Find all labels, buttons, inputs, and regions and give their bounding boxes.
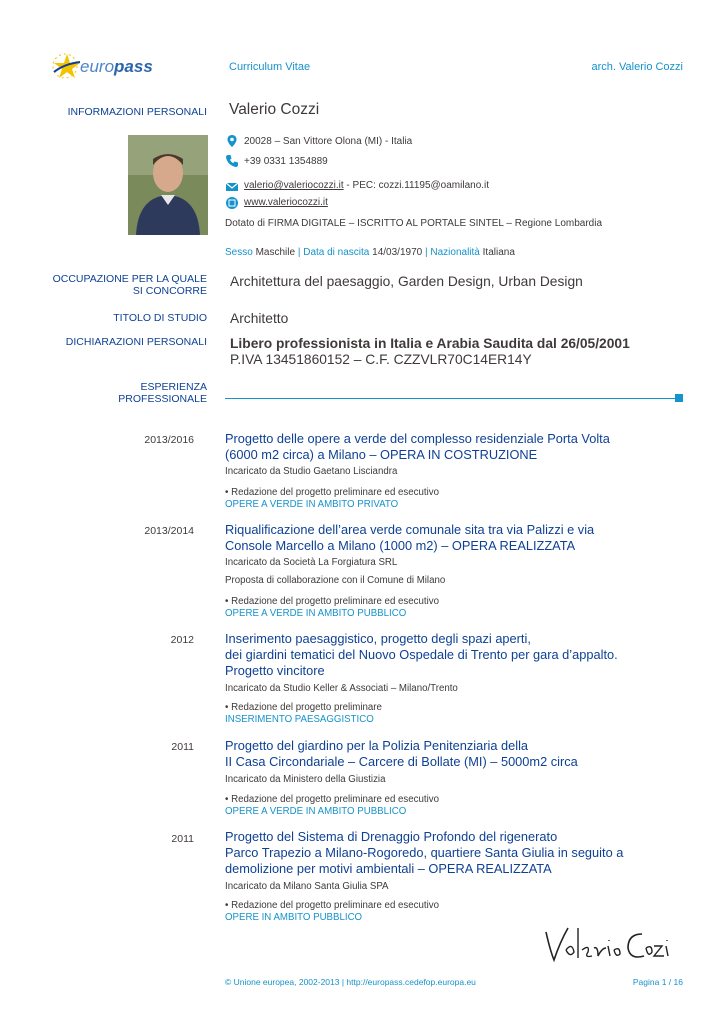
- person-name: Valerio Cozzi: [229, 101, 320, 118]
- sex-value: Maschile: [255, 247, 296, 258]
- entry-title-line: II Casa Circondariale – Carcere di Bollate (MI) – 5000m2 circa: [225, 754, 578, 769]
- europass-star-icon: [50, 50, 84, 82]
- separator: |: [297, 247, 301, 258]
- website-line: [244, 197, 328, 208]
- footer-page: Pagina 1 / 16: [632, 977, 683, 987]
- website-icon: [225, 196, 239, 210]
- experience-label: [118, 381, 207, 405]
- entry-title: [225, 431, 610, 463]
- entry-client: Incaricato da Ministero della Giustizia: [225, 774, 386, 785]
- entry-title: [225, 631, 618, 679]
- entry-date: 2013/2014: [144, 525, 194, 537]
- personal-details-line: [225, 247, 515, 258]
- entry-client: Incaricato da Studio Gaetano Lisciandra: [225, 466, 398, 477]
- separator: |: [425, 247, 428, 258]
- header-author: arch. Valerio Cozzi: [591, 61, 683, 73]
- logo-text-bold: pass: [114, 57, 153, 76]
- digital-signature-note: Dotato di FIRMA DIGITALE – ISCRITTO AL PORTALE SINTEL – Regione Lombardia: [225, 218, 603, 229]
- pec-text: - PEC: cozzi.11195@oamilano.it: [343, 180, 490, 191]
- nationality-value: Italiana: [482, 247, 515, 258]
- occupation-label: [53, 273, 207, 297]
- location-pin-icon: [225, 134, 239, 148]
- declarations-line2: P.IVA 13451860152 – C.F. CZZVLR70C14ER14Y: [230, 352, 532, 367]
- entry-title-line: Parco Trapezio a Milano-Rogoredo, quartiere Santa Giulia in seguito a: [225, 845, 624, 860]
- entry-title-line: demolizione per motivi ambientali – OPERA REALIZZATA: [225, 861, 552, 876]
- personal-info-label: INFORMAZIONI PERSONALI: [67, 106, 207, 118]
- entry-task: • Redazione del progetto preliminare: [225, 702, 382, 713]
- entry-tag: OPERE A VERDE IN AMBITO PUBBLICO: [225, 806, 407, 817]
- entry-client: Incaricato da Società La Forgiatura SRL: [225, 557, 398, 568]
- nationality-label: Nazionalità: [430, 247, 480, 258]
- title-value: Architetto: [230, 311, 289, 326]
- entry-title-line: (6000 m2 circa) a Milano – OPERA IN COSTRUZIONE: [225, 447, 538, 462]
- logo-text-light: euro: [80, 57, 115, 76]
- experience-label-line1: ESPERIENZA: [140, 381, 207, 393]
- email-line: [244, 180, 489, 191]
- entry-title-line: Progetto vincitore: [225, 663, 325, 678]
- entry-task: • Redazione del progetto preliminare ed esecutivo: [225, 487, 439, 498]
- entry-title: [225, 522, 594, 554]
- entry-title-line: dei giardini tematici del Nuovo Ospedale di Trento per gara d’appalto.: [225, 647, 618, 662]
- occupation-value: Architettura del paesaggio, Garden Design, Urban Design: [230, 274, 583, 289]
- entry-date: 2011: [171, 741, 194, 753]
- entry-task: • Redazione del progetto preliminare ed esecutivo: [225, 900, 439, 911]
- section-divider-square: [675, 394, 683, 402]
- entry-client: Incaricato da Studio Keller & Associati – Milano/Trento: [225, 683, 458, 694]
- footer-copyright: © Unione europea, 2002-2013 | http://europass.cedefop.europa.eu: [225, 977, 476, 987]
- entry-title-line: Progetto del Sistema di Drenaggio Profondo del rigenerato: [225, 829, 558, 844]
- entry-tag: OPERE A VERDE IN AMBITO PRIVATO: [225, 499, 399, 510]
- europass-logo: [50, 50, 160, 84]
- entry-task: • Redazione del progetto preliminare ed esecutivo: [225, 596, 439, 607]
- occupation-label-line1: OCCUPAZIONE PER LA QUALE: [52, 273, 207, 285]
- entry-title-line: Inserimento paesaggistico, progetto degli spazi aperti,: [225, 631, 531, 646]
- phone-icon: [225, 154, 239, 168]
- section-divider: [225, 398, 675, 399]
- entry-title-line: Riqualificazione dell’area verde comunale sita tra via Palizzi e via: [225, 522, 595, 537]
- doc-title: Curriculum Vitae: [229, 61, 311, 73]
- entry-tag: OPERE IN AMBITO PUBBLICO: [225, 912, 363, 923]
- experience-label-line2: PROFESSIONALE: [118, 393, 207, 405]
- email-link[interactable]: valerio@valeriocozzi.it: [244, 180, 344, 191]
- sex-label: Sesso: [225, 247, 253, 258]
- entry-date: 2012: [170, 634, 194, 646]
- declarations-label: DICHIARAZIONI PERSONALI: [65, 336, 207, 348]
- entry-title: [225, 829, 623, 877]
- entry-client: Incaricato da Milano Santa Giulia SPA: [225, 881, 389, 892]
- website-link[interactable]: www.valeriocozzi.it: [244, 197, 328, 208]
- title-label: TITOLO DI STUDIO: [113, 312, 207, 324]
- entry-title-line: Progetto delle opere a verde del complesso residenziale Porta Volta: [225, 431, 610, 446]
- occupation-label-line2: SI CONCORRE: [132, 285, 207, 297]
- entry-title-line: Console Marcello a Milano (1000 m2) – OPERA REALIZZATA: [225, 538, 576, 553]
- entry-title-line: Progetto del giardino per la Polizia Penitenziaria della: [225, 738, 529, 753]
- birth-label: Data di nascita: [303, 247, 370, 258]
- entry-extra: Proposta di collaborazione con il Comune di Milano: [225, 575, 446, 586]
- entry-title: [225, 738, 578, 770]
- entry-tag: OPERE A VERDE IN AMBITO PUBBLICO: [225, 608, 407, 619]
- entry-tag: INSERIMENTO PAESAGGISTICO: [225, 714, 374, 725]
- profile-photo: [128, 135, 208, 235]
- birth-value: 14/03/1970: [372, 247, 423, 258]
- email-icon: [225, 180, 239, 194]
- entry-task: • Redazione del progetto preliminare ed esecutivo: [225, 794, 439, 805]
- address-text: 20028 – San Vittore Olona (MI) - Italia: [244, 136, 413, 147]
- entry-date: 2011: [171, 833, 194, 845]
- handwritten-signature: [542, 920, 682, 968]
- phone-text: +39 0331 1354889: [244, 156, 328, 167]
- entry-date: 2013/2016: [144, 434, 194, 446]
- declarations-line1: Libero professionista in Italia e Arabia Saudita dal 26/05/2001: [230, 336, 630, 351]
